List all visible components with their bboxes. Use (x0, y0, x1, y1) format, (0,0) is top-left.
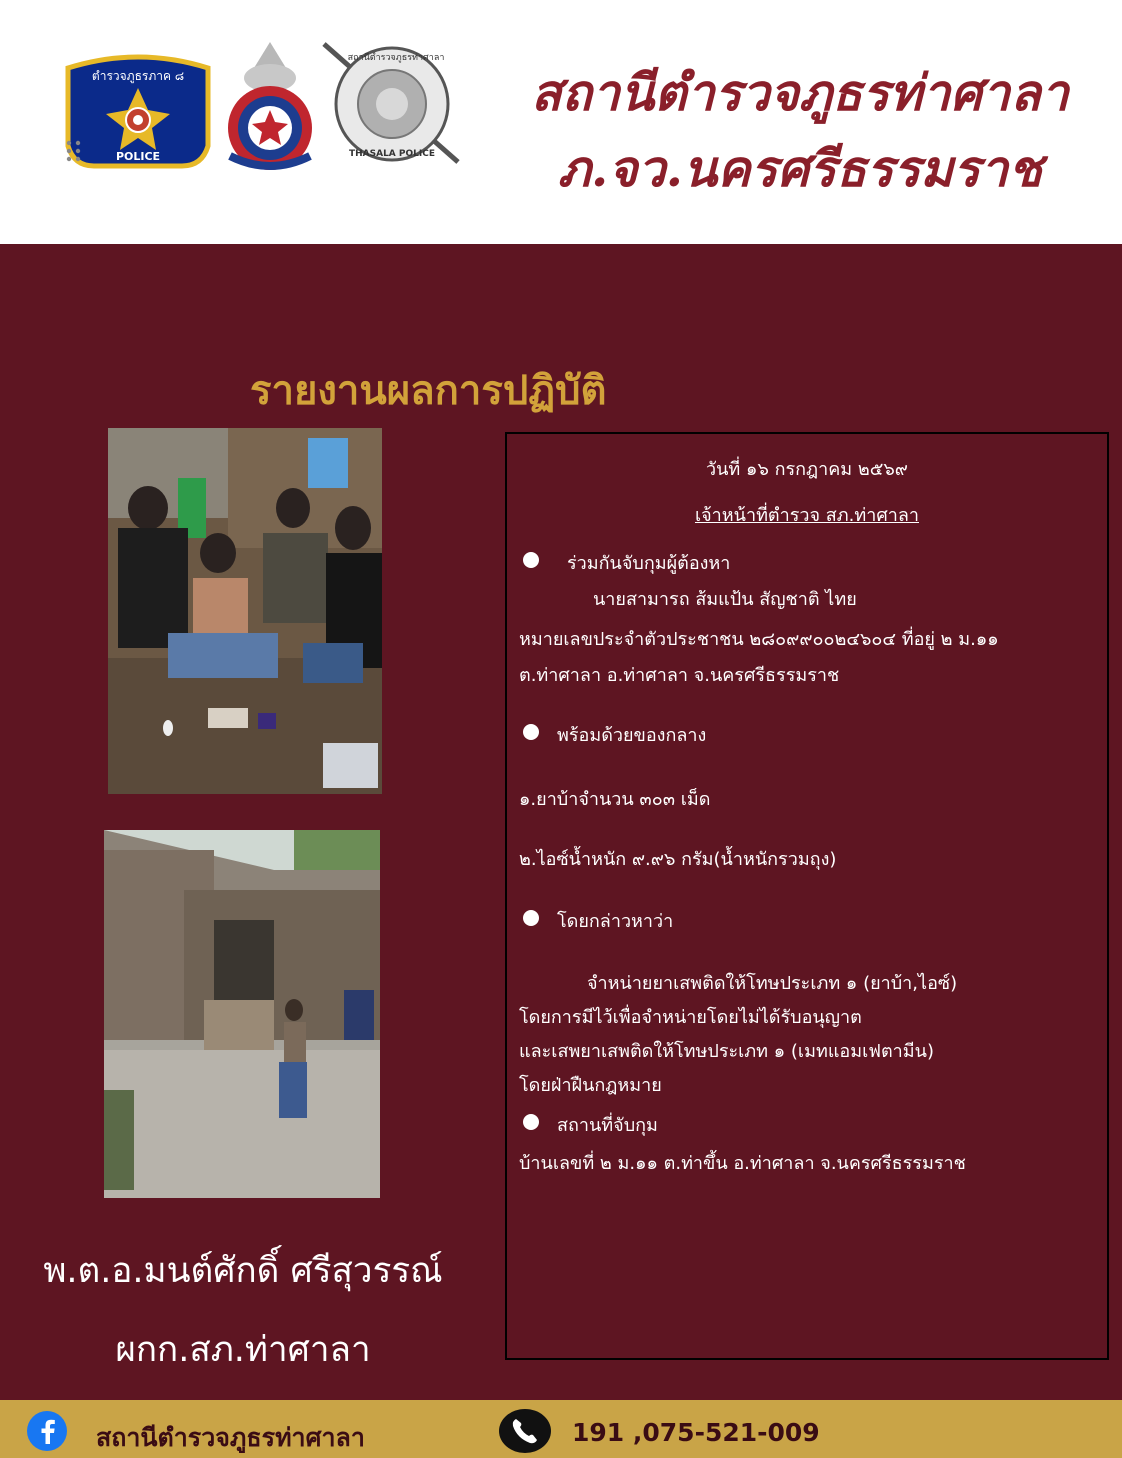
evidence-item-2: ๒.ไอซ์น้ำหนัก ๙.๙๖ กรัม(น้ำหนักรวมถุง) (519, 849, 837, 870)
report-title: รายงานผลการปฏิบัติ (250, 368, 607, 414)
charge-heading: โดยกล่าวหาว่า (557, 911, 674, 932)
commander-position: ผกก.สภ.ท่าศาลา (115, 1330, 371, 1370)
arrest-heading: ร่วมกันจับกุมผู้ต้องหา (567, 553, 731, 574)
report-date: วันที่ ๑๖ กรกฎาคม ๒๕๖๙ (706, 459, 908, 480)
suspect-id-line: หมายเลขประจำตัวประชาชน ๒๘๐๙๙๐๐๒๔๖๐๔ ที่อยู่ ๒ ม.๑๑ (519, 629, 999, 650)
charge-line-4: โดยฝ่าฝืนกฎหมาย (519, 1075, 662, 1096)
bullet-icon (523, 910, 539, 926)
seal-side-text: THASALA POLICE (348, 149, 436, 159)
arrest-location: บ้านเลขที่ ๒ ม.๑๑ ต.ท่าขึ้น อ.ท่าศาลา จ.นครศรีธรรมราช (519, 1153, 966, 1174)
station-name-title: สถานีตำรวจภูธรท่าศาลา (531, 63, 1069, 122)
evidence-heading: พร้อมด้วยของกลาง (557, 725, 707, 746)
facebook-icon[interactable] (26, 1410, 68, 1452)
evidence-item-1: ๑.ยาบ้าจำนวน ๓๐๓ เม็ด (519, 789, 711, 810)
suspect-address-line: ต.ท่าศาลา อ.ท่าศาลา จ.นครศรีธรรมราช (519, 665, 840, 686)
report-details-box (505, 432, 1109, 1360)
regional-police-logo-text: ตำรวจภูธรภาค ๘ (91, 69, 185, 83)
phone-number[interactable]: 191 ,075-521-009 (572, 1418, 820, 1447)
commander-name: พ.ต.อ.มนต์ศักดิ์ ศรีสุวรรณ์ (43, 1251, 443, 1291)
arrest-photo (108, 428, 382, 794)
charge-line-1: จำหน่ายยาเสพติดให้โทษประเภท ๑ (ยาบ้า,ไอซ์) (587, 973, 958, 994)
charge-line-3: และเสพยาเสพติดให้โทษประเภท ๑ (เมทแอมเฟตามีน) (519, 1041, 934, 1062)
regional-police-badge-logo (62, 52, 214, 172)
bullet-icon (523, 724, 539, 740)
phone-icon[interactable] (498, 1408, 552, 1454)
dots-icon (66, 140, 82, 162)
suspect-name: นายสามารถ ส้มแป้น สัญชาติ ไทย (593, 589, 857, 610)
location-heading: สถานที่จับกุม (557, 1115, 658, 1136)
seal-top-text: สถานีตำรวจภูธรท่าศาลา (347, 53, 445, 63)
arrest-location-photo (104, 830, 380, 1198)
charge-line-2: โดยการมีไว้เพื่อจำหน่ายโดยไม่ได้รับอนุญาต (519, 1007, 862, 1028)
report-officers: เจ้าหน้าที่ตำรวจ สภ.ท่าศาลา (694, 505, 919, 526)
bullet-icon (523, 552, 539, 568)
royal-thai-police-emblem-logo (216, 38, 324, 172)
bullet-icon (523, 1114, 539, 1130)
police-logo-text: POLICE (115, 150, 161, 163)
province-unit-title: ภ.จว.นครศรีธรรมราช (557, 139, 1043, 198)
footer (0, 1400, 1122, 1458)
thasala-station-seal-logo (318, 38, 462, 168)
header (0, 0, 1122, 244)
facebook-page-name[interactable]: สถานีตำรวจภูธรท่าศาลา (96, 1423, 365, 1452)
